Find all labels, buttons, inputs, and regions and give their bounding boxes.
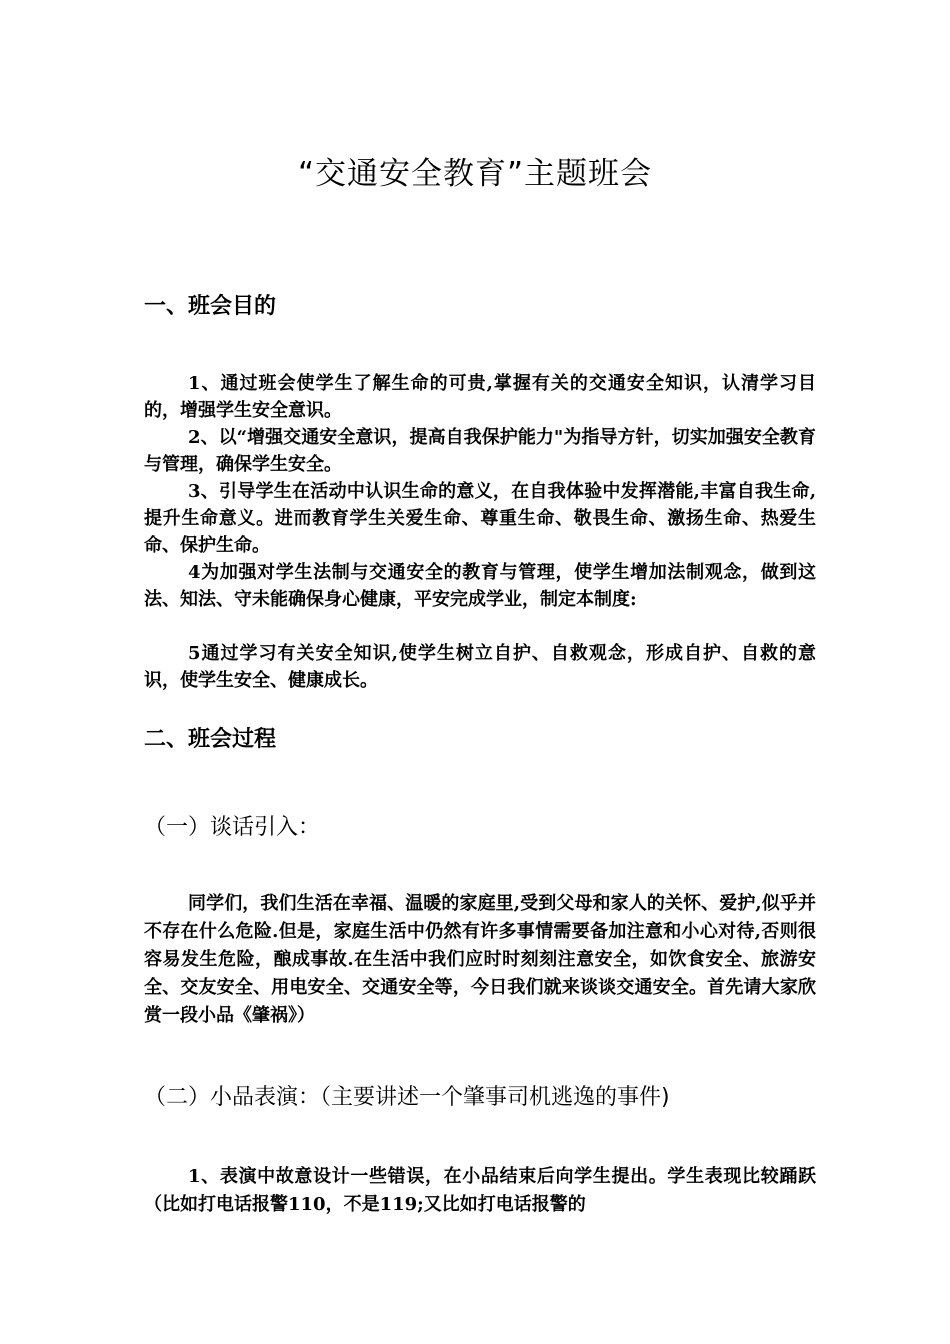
purpose-item-2: 2、以“增强交通安全意识，提高自我保护能力"为指导方针，切实加强安全教育与管理，确保学生安全。 <box>144 427 816 475</box>
page-title: “交通安全教育”主题班会 <box>297 156 653 192</box>
purpose-item-3: 3、引导学生在活动中认识生命的意义，在自我体验中发挥潜能,丰富自我生命,提升生命意义。进而教育学生关爱生命、尊重生命、敬畏生命、激扬生命、热爱生命、保护生命。 <box>144 481 816 556</box>
purpose-item-5: 5通过学习有关安全知识,使学生树立自护、自救观念，形成自护、自救的意识，使学生安全、健康成长。 <box>144 643 816 691</box>
subsection-heading-intro: （一）谈话引入： <box>144 815 321 840</box>
section-heading-purpose: 一、班会目的 <box>144 294 277 319</box>
section-heading-process: 二、班会过程 <box>144 727 277 752</box>
intro-paragraph: 同学们，我们生活在幸福、温暖的家庭里,受到父母和家人的关怀、爱护,似乎并不存在什么危险.但是，家庭生活中仍然有许多事情需要备加注意和小心对待,否则很容易发生危险，酿成事故.在生活中我们应时时刻刻注意安全，如饮食安全、旅游安全、交友安全、用电安全、交通安全等，今日我们就来谈谈交通安全。首先请大家欣赏一段小品《肇祸》） <box>144 893 816 1026</box>
purpose-item-1: 1、通过班会使学生了解生命的可贵,掌握有关的交通安全知识，认清学习目的，增强学生安全意识。 <box>144 373 816 421</box>
subsection-heading-skit: （二）小品表演：（主要讲述一个肇事司机逃逸的事件) <box>144 1085 670 1110</box>
skit-paragraph: 1、表演中故意设计一些错误，在小品结束后向学生提出。学生表现比较踊跃（比如打电话报警110，不是119;又比如打电话报警的 <box>144 1166 816 1215</box>
purpose-item-4: 4为加强对学生法制与交通安全的教育与管理，使学生增加法制观念，做到这法、知法、守未能确保身心健康，平安完成学业，制定本制度: <box>144 562 816 610</box>
